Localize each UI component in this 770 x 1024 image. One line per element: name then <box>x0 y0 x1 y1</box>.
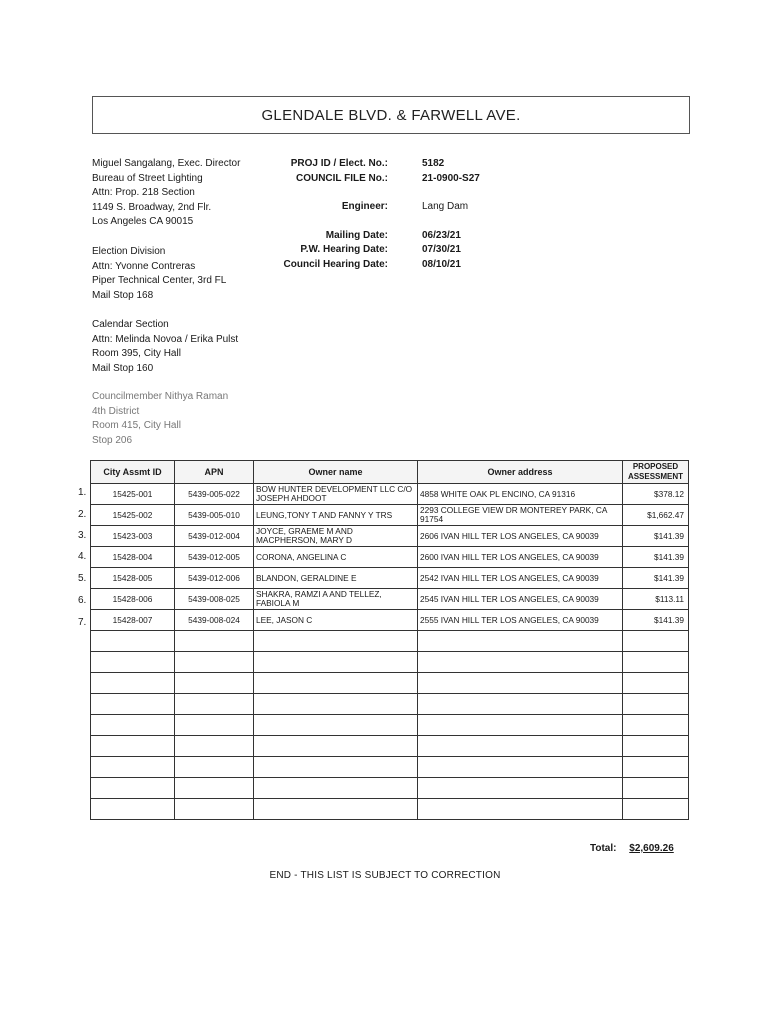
assessment-id-cell: 15428-005 <box>91 568 175 589</box>
empty-table-row <box>91 652 689 673</box>
mailing-date-value: 06/23/21 <box>422 229 461 241</box>
assessment-table <box>90 460 689 820</box>
pw-hearing-value: 07/30/21 <box>422 244 461 255</box>
assessment-id-cell: 15423-003 <box>91 526 175 547</box>
table-row <box>91 610 689 631</box>
empty-table-row <box>91 694 689 715</box>
assessment-id-cell: 15425-002 <box>91 505 175 526</box>
apn-cell: 5439-005-022 <box>175 484 254 505</box>
empty-table-row <box>91 631 689 652</box>
empty-table-row <box>91 757 689 778</box>
assessment-amount-cell: $141.39 <box>623 568 689 589</box>
calendar-address-block <box>92 318 238 376</box>
owner-address-cell: 2606 IVAN HILL TER LOS ANGELES, CA 90039 <box>418 526 623 547</box>
calendar-line: Calendar Section <box>92 319 169 330</box>
council-file-value: 21-0900-S27 <box>422 172 480 184</box>
pw-hearing-label: P.W. Hearing Date: <box>300 244 388 255</box>
footer-note: END - THIS LIST IS SUBJECT TO CORRECTION <box>269 870 501 881</box>
project-info-values <box>422 157 480 272</box>
assessment-amount-cell: $141.39 <box>623 526 689 547</box>
row-number: 6. <box>78 595 87 606</box>
councilmember-line: Councilmember Nithya Raman <box>92 391 229 402</box>
empty-table-row <box>91 673 689 694</box>
assessment-amount-cell: $141.39 <box>623 610 689 631</box>
engineer-label: Engineer: <box>341 201 388 212</box>
owner-address-cell: 2555 IVAN HILL TER LOS ANGELES, CA 90039 <box>418 610 623 631</box>
election-line: Mail Stop 168 <box>92 289 154 301</box>
assessment-amount-cell: $378.12 <box>623 484 689 505</box>
table-row <box>91 547 689 568</box>
councilmember-line: Stop 206 <box>92 434 133 446</box>
council-hearing-value: 08/10/21 <box>422 258 461 270</box>
empty-table-row <box>91 715 689 736</box>
total-label: Total: <box>590 843 617 854</box>
election-line: Election Division <box>92 246 166 257</box>
calendar-line: Mail Stop 160 <box>92 362 154 374</box>
owner-name-cell: SHAKRA, RAMZI A AND TELLEZ, FABIOLA M <box>254 589 418 610</box>
assessment-amount-cell: $113.11 <box>623 589 689 610</box>
apn-cell: 5439-012-005 <box>175 547 254 568</box>
mailing-date-label: Mailing Date: <box>325 229 388 241</box>
election-line: Piper Technical Center, 3rd FL <box>92 275 227 286</box>
project-info-labels <box>188 157 388 272</box>
assessment-amount-cell: $1,662.47 <box>623 505 689 526</box>
apn-cell: 5439-012-004 <box>175 526 254 547</box>
table-row <box>91 505 689 526</box>
table-row <box>91 526 689 547</box>
column-header: Owner name <box>254 461 418 484</box>
owner-name-cell: LEE, JASON C <box>254 610 418 631</box>
apn-cell: 5439-012-006 <box>175 568 254 589</box>
empty-table-row <box>91 736 689 757</box>
owner-name-cell: BOW HUNTER DEVELOPMENT LLC C/O JOSEPH AHDOOT <box>254 484 418 505</box>
owner-address-cell: 2542 IVAN HILL TER LOS ANGELES, CA 90039 <box>418 568 623 589</box>
row-number: 1. <box>78 487 87 498</box>
bureau-line: Attn: Prop. 218 Section <box>92 187 195 198</box>
table-header-row <box>91 461 689 484</box>
bureau-line: Miguel Sangalang, Exec. Director <box>92 158 241 169</box>
owner-address-cell: 2293 COLLEGE VIEW DR MONTEREY PARK, CA 91754 <box>418 505 623 526</box>
bureau-line: Bureau of Street Lighting <box>92 172 203 184</box>
total-line <box>590 843 674 854</box>
calendar-line: Room 395, City Hall <box>92 348 181 359</box>
proj-id-label: PROJ ID / Elect. No.: <box>290 158 388 169</box>
assessment-id-cell: 15425-001 <box>91 484 175 505</box>
apn-cell: 5439-005-010 <box>175 505 254 526</box>
engineer-value: Lang Dam <box>422 201 469 212</box>
row-number: 3. <box>78 530 87 541</box>
proj-id-value: 5182 <box>422 158 445 169</box>
council-hearing-label: Council Hearing Date: <box>283 258 388 270</box>
owner-address-cell: 4858 WHITE OAK PL ENCINO, CA 91316 <box>418 484 623 505</box>
calendar-line: Attn: Melinda Novoa / Erika Pulst <box>92 333 239 345</box>
row-number: 7. <box>78 617 87 628</box>
owner-name-cell: LEUNG,TONY T AND FANNY Y TRS <box>254 505 418 526</box>
council-file-label: COUNCIL FILE No.: <box>295 172 388 184</box>
councilmember-line: 4th District <box>92 405 140 417</box>
column-header: City Assmt ID <box>91 461 175 484</box>
bureau-line: Los Angeles CA 90015 <box>92 216 194 227</box>
apn-cell: 5439-008-025 <box>175 589 254 610</box>
assessment-id-cell: 15428-004 <box>91 547 175 568</box>
owner-name-cell: CORONA, ANGELINA C <box>254 547 418 568</box>
assessment-id-cell: 15428-006 <box>91 589 175 610</box>
column-header: PROPOSED ASSESSMENT <box>623 461 689 484</box>
assessment-amount-cell: $141.39 <box>623 547 689 568</box>
row-number: 5. <box>78 573 87 584</box>
councilmember-address-block <box>92 390 228 448</box>
owner-name-cell: JOYCE, GRAEME M AND MACPHERSON, MARY D <box>254 526 418 547</box>
councilmember-line: Room 415, City Hall <box>92 420 181 431</box>
empty-table-row <box>91 778 689 799</box>
table-row <box>91 589 689 610</box>
row-number: 2. <box>78 509 87 520</box>
column-header: Owner address <box>418 461 623 484</box>
apn-cell: 5439-008-024 <box>175 610 254 631</box>
bureau-line: 1149 S. Broadway, 2nd Flr. <box>92 201 212 213</box>
column-header: APN <box>175 461 254 484</box>
election-line: Attn: Yvonne Contreras <box>92 260 196 272</box>
owner-name-cell: BLANDON, GERALDINE E <box>254 568 418 589</box>
empty-table-row <box>91 799 689 820</box>
assessment-id-cell: 15428-007 <box>91 610 175 631</box>
table-row <box>91 568 689 589</box>
owner-address-cell: 2600 IVAN HILL TER LOS ANGELES, CA 90039 <box>418 547 623 568</box>
owner-address-cell: 2545 IVAN HILL TER LOS ANGELES, CA 90039 <box>418 589 623 610</box>
total-value: $2,609.26 <box>629 843 674 854</box>
table-row <box>91 484 689 505</box>
document-title: GLENDALE BLVD. & FARWELL AVE. <box>92 96 690 134</box>
row-number: 4. <box>78 551 87 562</box>
